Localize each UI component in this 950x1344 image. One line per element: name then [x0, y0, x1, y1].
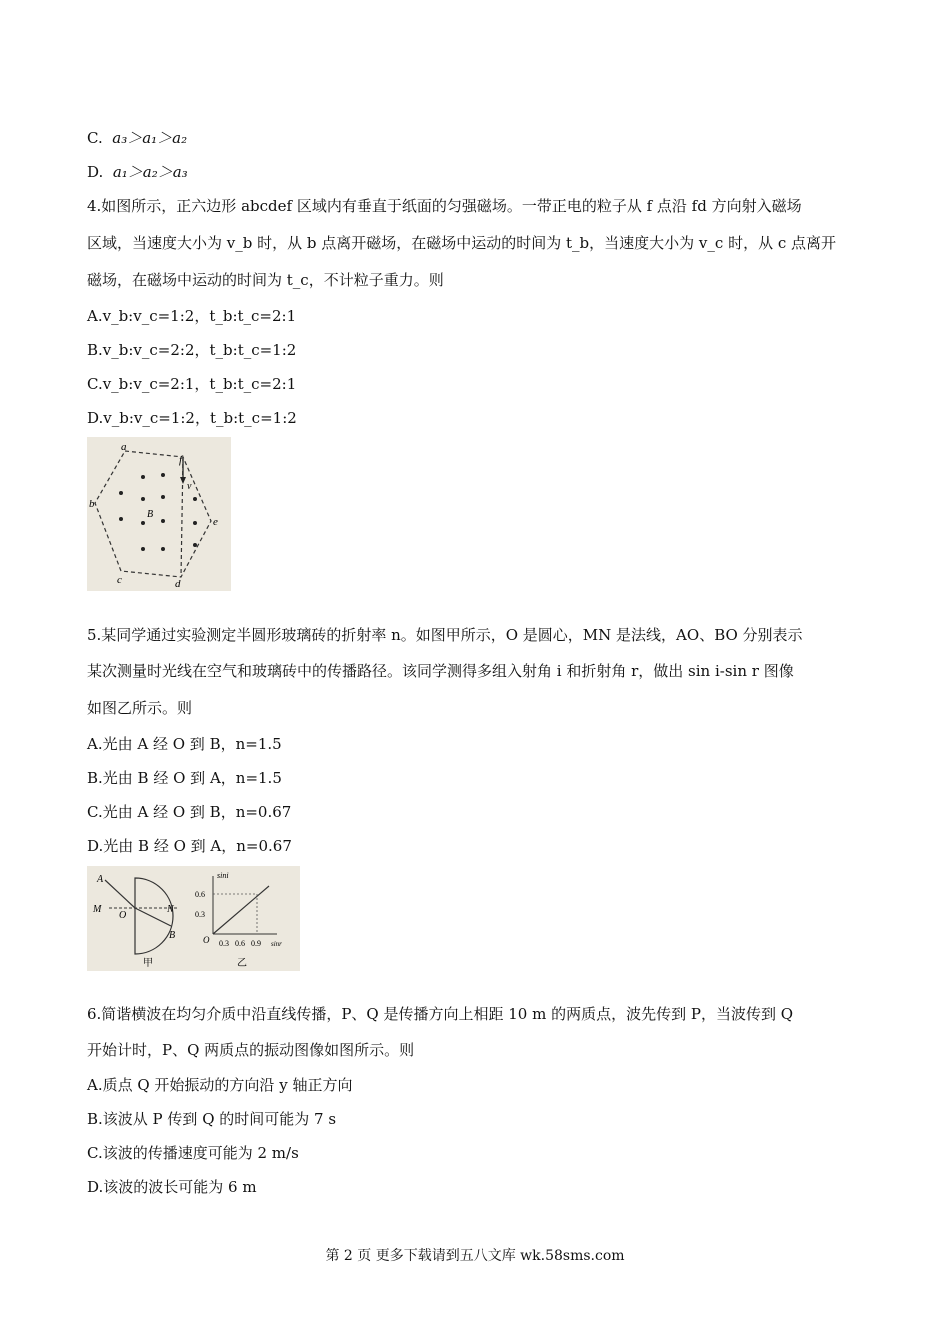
- semicircle-glass: [135, 878, 176, 954]
- q6-option-b: B.该波从 P 传到 Q 的时间可能为 7 s: [87, 1110, 337, 1128]
- q6-stem-line2: 开始计时，P、Q 两质点的振动图像如图所示。则: [87, 1041, 415, 1059]
- label-v: v: [187, 481, 192, 492]
- jia-label-b: B: [169, 930, 176, 941]
- jia-label-a: A: [97, 874, 104, 885]
- page-footer: 第 2 页 更多下载请到五八文库 wk.58sms.com: [325, 1248, 625, 1264]
- q5-option-b: B.光由 B 经 O 到 A，n=1.5: [87, 769, 282, 787]
- yi-tick-x06: 0.6: [235, 939, 245, 948]
- q5-stem-line1: 5.某同学通过实验测定半圆形玻璃砖的折射率 n。如图甲所示，O 是圆心，MN 是法线，AO、BO 分别表示: [87, 626, 803, 644]
- yi-tick-y03: 0.3: [195, 910, 205, 919]
- q4-option-c: C.v_b:v_c=2:1，t_b:t_c=2:1: [87, 375, 297, 393]
- label-e: e: [213, 516, 218, 528]
- ray-ob: [135, 908, 171, 926]
- hexagon-diagram: [87, 437, 231, 591]
- label-c: c: [117, 574, 122, 586]
- q3-option-d-text: a₁＞a₂＞a₃: [112, 163, 188, 181]
- q6-option-a: A.质点 Q 开始振动的方向沿 y 轴正方向: [87, 1076, 353, 1094]
- jia-label-n: N: [167, 904, 174, 915]
- yi-ylabel: sini: [217, 871, 229, 880]
- yi-origin: O: [203, 935, 210, 945]
- refraction-diagram: [87, 866, 300, 971]
- q3-option-c: [87, 127, 187, 149]
- q4-option-a: A.v_b:v_c=1:2，t_b:t_c=2:1: [87, 307, 297, 325]
- label-B: B: [147, 509, 154, 520]
- yi-tick-x03: 0.3: [219, 939, 229, 948]
- q5-stem-line2: 某次测量时光线在空气和玻璃砖中的传播路径。该同学测得多组入射角 i 和折射角 r，做出 sin i-sin r 图像: [87, 662, 794, 680]
- yi-caption: 乙: [237, 958, 247, 969]
- q5-option-d: D.光由 B 经 O 到 A，n=0.67: [87, 837, 292, 855]
- q4-hexagon-figure: [87, 437, 231, 591]
- label-b: b: [89, 498, 95, 510]
- label-f: f: [179, 454, 183, 466]
- q4-option-b: B.v_b:v_c=2:2，t_b:t_c=1:2: [87, 341, 297, 359]
- q6-option-d: D.该波的波长可能为 6 m: [87, 1178, 257, 1196]
- jia-caption: 甲: [143, 958, 153, 969]
- q3-option-c-text: a₃＞a₁＞a₂: [112, 129, 188, 147]
- q5-option-a: A.光由 A 经 O 到 B，n=1.5: [87, 735, 282, 753]
- label-a: a: [121, 441, 127, 453]
- q5-figure: [87, 866, 300, 971]
- q3-option-d: [87, 161, 188, 183]
- jia-label-m: M: [93, 904, 102, 915]
- q4-stem-line3: 磁场，在磁场中运动的时间为 t_c，不计粒子重力。则: [87, 271, 444, 289]
- field-dots: [119, 473, 197, 551]
- label-d: d: [175, 578, 181, 590]
- jia-label-o: O: [119, 910, 127, 921]
- q6-option-c: C.该波的传播速度可能为 2 m/s: [87, 1144, 299, 1162]
- q4-stem-line2: 区域，当速度大小为 v_b 时，从 b 点离开磁场，在磁场中运动的时间为 t_b，当速度大小为 v_c 时，从 c 点离开: [87, 234, 837, 252]
- yi-tick-x09: 0.9: [251, 939, 261, 948]
- q5-stem-line3: 如图乙所示。则: [87, 699, 193, 717]
- velocity-arrowhead: [180, 477, 186, 484]
- q4-stem-line1: 4.如图所示，正六边形 abcdef 区域内有垂直于纸面的匀强磁场。一带正电的粒子从 f 点沿 fd 方向射入磁场: [87, 197, 802, 215]
- q3-option-c-label: C.: [87, 129, 103, 147]
- yi-tick-y06: 0.6: [195, 890, 205, 899]
- q4-option-d: D.v_b:v_c=1:2，t_b:t_c=1:2: [87, 409, 297, 427]
- q5-option-c: C.光由 A 经 O 到 B，n=0.67: [87, 803, 292, 821]
- yi-xlabel: sinr: [271, 940, 282, 948]
- q3-option-d-label: D.: [87, 163, 104, 181]
- yi-data-line: [213, 886, 269, 934]
- ray-ao: [105, 880, 135, 908]
- q6-stem-line1: 6.简谐横波在均匀介质中沿直线传播，P、Q 是传播方向上相距 10 m 的两质点，波先传到 P，当波传到 Q: [87, 1005, 794, 1023]
